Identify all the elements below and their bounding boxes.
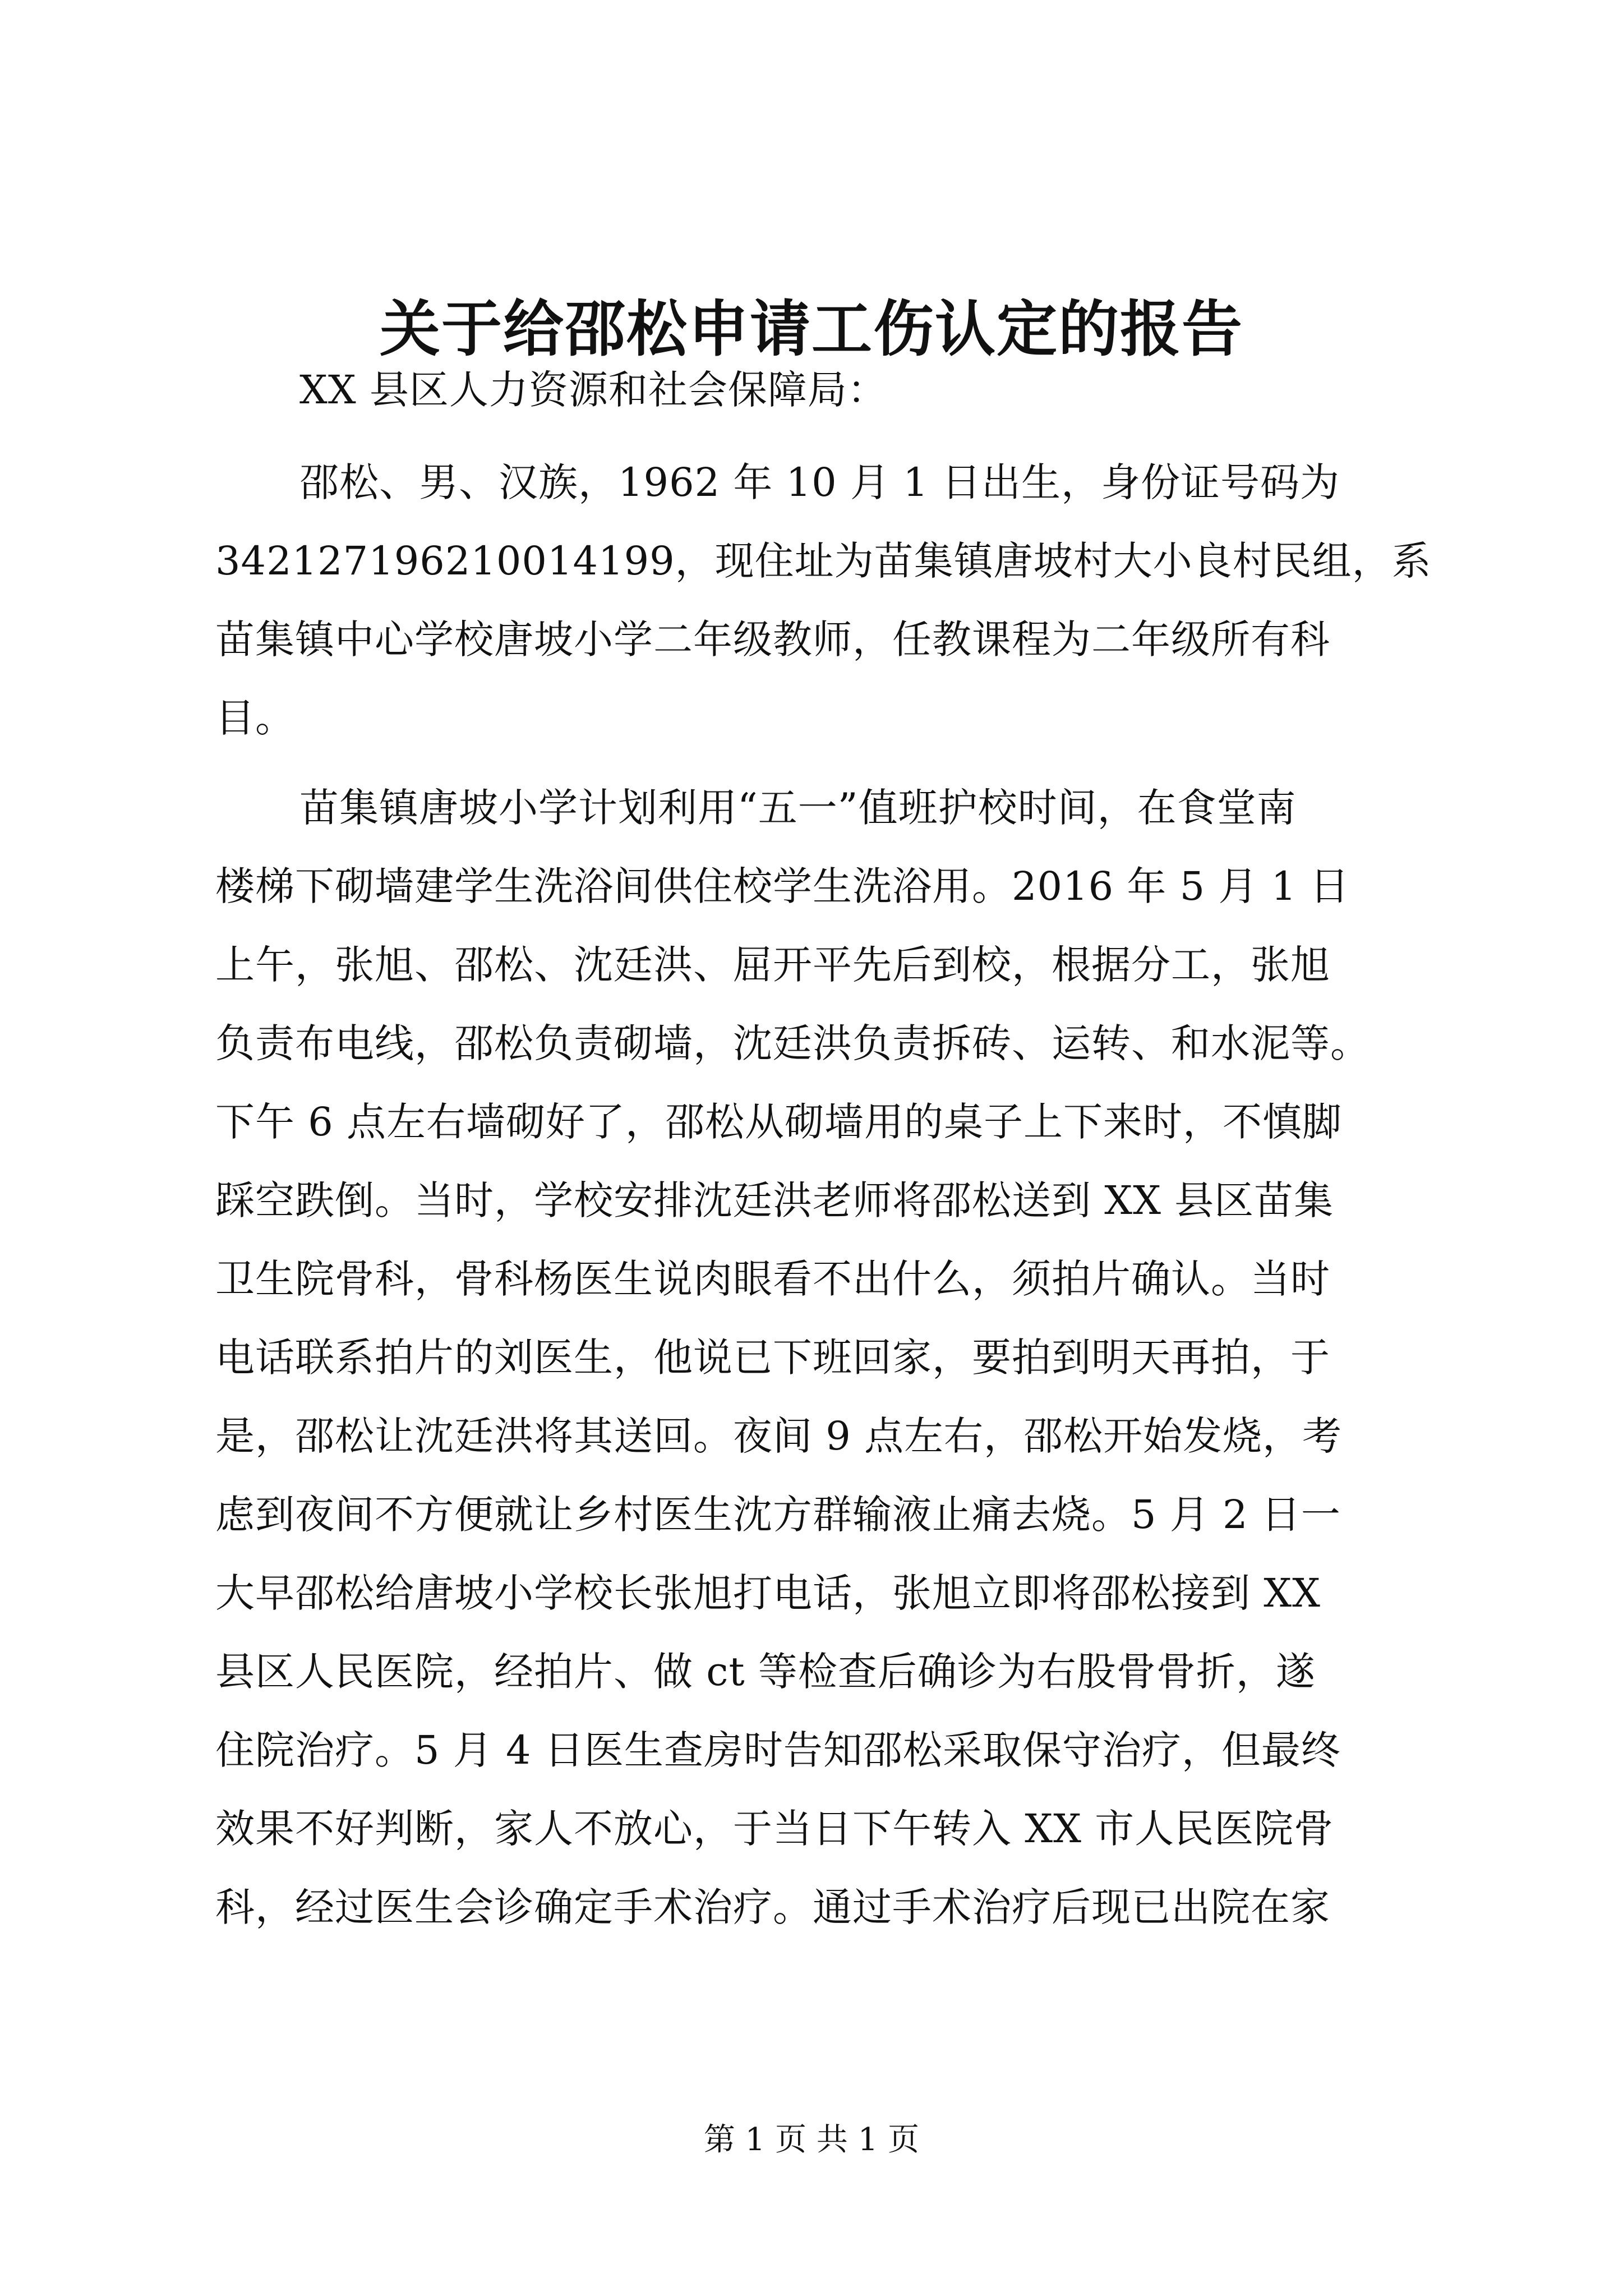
body-line: 虑到夜间不方便就让乡村医生沈方群输液止痛去烧。5 月 2 日一	[215, 1492, 1341, 1538]
body-line: 苗集镇唐坡小学计划利用“五一”值班护校时间，在食堂南	[299, 785, 1297, 831]
body-line: 电话联系拍片的刘医生，他说已下班回家，要拍到明天再拍，于	[215, 1335, 1330, 1381]
body-line: 目。	[215, 695, 295, 741]
body-line: 楼梯下砌墙建学生洗浴间供住校学生洗浴用。2016 年 5 月 1 日	[215, 863, 1350, 909]
body-line: 卫生院骨科，骨科杨医生说肉眼看不出什么，须拍片确认。当时	[215, 1256, 1330, 1302]
body-line: 县区人民医院，经拍片、做 ct 等检查后确诊为右股骨骨折，遂	[215, 1649, 1316, 1695]
body-line: 苗集镇中心学校唐坡小学二年级教师，任教课程为二年级所有科	[215, 616, 1330, 662]
body-line: 下午 6 点左右墙砌好了，邵松从砌墙用的桌子上下来时，不慎脚	[215, 1099, 1343, 1145]
body-line: 负责布电线，邵松负责砌墙，沈廷洪负责拆砖、运转、和水泥等。	[215, 1020, 1370, 1066]
body-line: 342127196210014199，现住址为苗集镇唐坡村大小良村民组，系	[215, 538, 1432, 584]
body-line: 邵松、男、汉族，1962 年 10 月 1 日出生，身份证号码为	[299, 459, 1340, 505]
page-footer: 第 1 页 共 1 页	[703, 2122, 920, 2158]
body-line: 效果不好判断，家人不放心，于当日下午转入 XX 市人民医院骨	[215, 1806, 1334, 1852]
body-line: 住院治疗。5 月 4 日医生查房时告知邵松采取保守治疗，但最终	[215, 1727, 1341, 1773]
body-line: 大早邵松给唐坡小学校长张旭打电话，张旭立即将邵松接到 XX	[215, 1570, 1321, 1616]
addressee-line: XX 县区人力资源和社会保障局：	[299, 367, 887, 413]
body-line: 科，经过医生会诊确定手术治疗。通过手术治疗后现已出院在家	[215, 1884, 1330, 1930]
body-line: 是，邵松让沈廷洪将其送回。夜间 9 点左右，邵松开始发烧，考	[215, 1413, 1343, 1459]
body-line: 踩空跌倒。当时，学校安排沈廷洪老师将邵松送到 XX 县区苗集	[215, 1177, 1334, 1223]
document-title: 关于给邵松申请工伤认定的报告	[379, 294, 1243, 365]
body-line: 上午，张旭、邵松、沈廷洪、屈开平先后到校，根据分工，张旭	[215, 942, 1330, 988]
